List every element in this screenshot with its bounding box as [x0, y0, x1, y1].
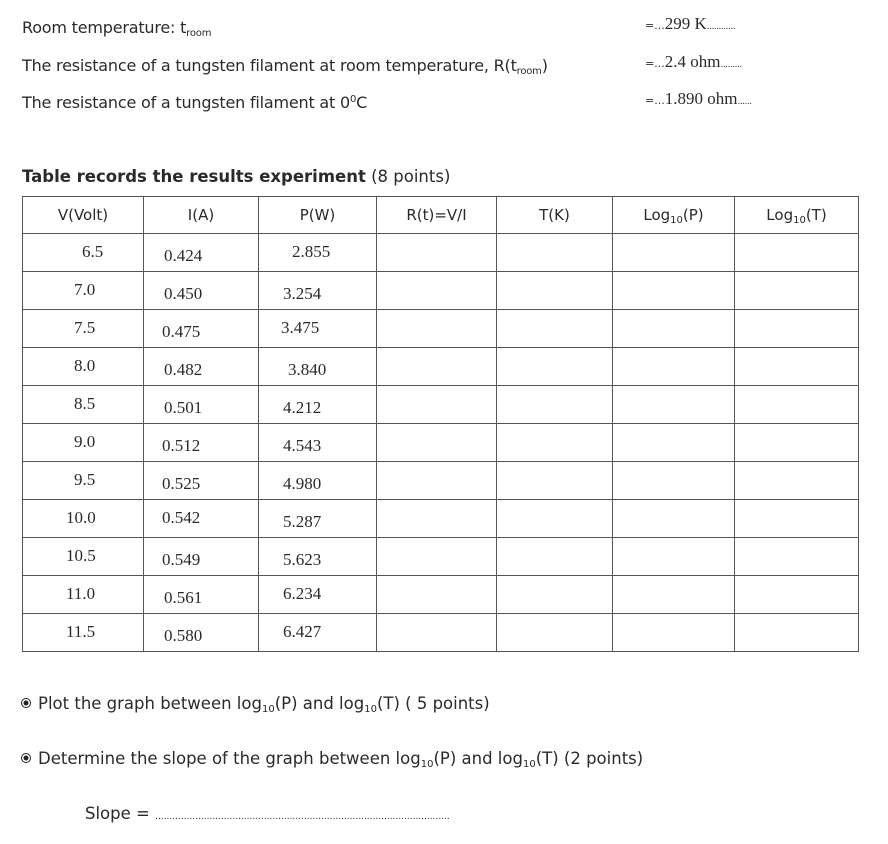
power-cell [259, 386, 377, 424]
table-header-row [23, 197, 859, 234]
log-temperature-cell[interactable] [735, 234, 859, 272]
resistance-cell[interactable] [377, 348, 497, 386]
current-cell-value: 0.482 [164, 360, 203, 379]
temperature-cell[interactable] [497, 462, 613, 500]
voltage-cell-value: 7.0 [74, 280, 96, 299]
current-cell [144, 310, 259, 348]
current-cell [144, 538, 259, 576]
current-cell-value: 0.561 [164, 588, 203, 607]
table-row [23, 234, 859, 272]
table-row [23, 424, 859, 462]
temperature-cell[interactable] [497, 500, 613, 538]
voltage-cell [23, 272, 144, 310]
voltage-cell-value: 9.5 [74, 470, 96, 489]
power-cell-value: 6.234 [283, 584, 322, 603]
log-power-cell[interactable] [613, 386, 735, 424]
slope-answer-line [85, 804, 450, 823]
table-row [23, 614, 859, 652]
voltage-cell [23, 576, 144, 614]
header-power: P(W) [259, 197, 377, 234]
current-cell-value: 0.512 [162, 436, 201, 455]
log-temperature-cell[interactable] [735, 310, 859, 348]
voltage-cell-value: 7.5 [74, 318, 96, 337]
current-cell [144, 348, 259, 386]
voltage-cell [23, 348, 144, 386]
header-log-power: Log$_{10}$(P) [613, 197, 735, 234]
power-cell [259, 538, 377, 576]
log-power-cell[interactable] [613, 234, 735, 272]
voltage-cell [23, 424, 144, 462]
log-temperature-cell[interactable] [735, 614, 859, 652]
resistance-cell[interactable] [377, 614, 497, 652]
table-row [23, 272, 859, 310]
current-cell-value: 0.450 [164, 284, 203, 303]
resistance-cell[interactable] [377, 272, 497, 310]
log-temperature-cell[interactable] [735, 272, 859, 310]
log-temperature-cell[interactable] [735, 576, 859, 614]
temperature-cell[interactable] [497, 424, 613, 462]
header-log-temperature: Log$_{10}$(T) [735, 197, 859, 234]
power-cell-value: 4.543 [283, 436, 322, 455]
resistance-cell[interactable] [377, 386, 497, 424]
resistance-cell[interactable] [377, 538, 497, 576]
log-power-cell[interactable] [613, 538, 735, 576]
zero-resistance-value: =...1.890 ohm...... [645, 89, 752, 108]
voltage-cell [23, 234, 144, 272]
power-cell-value: 5.287 [283, 512, 322, 531]
zero-resistance-label: The resistance of a tungsten filament at $0^0C$ [22, 93, 368, 112]
room-temperature-label: Room temperature: $t_{room}$ [22, 18, 212, 39]
slope-task: Determine the slope of the graph between $\log_{10}(P)$ and $\log_{10}(T)$ (2 points) [22, 749, 643, 768]
log-temperature-cell[interactable] [735, 462, 859, 500]
voltage-cell-value: 10.0 [66, 508, 96, 527]
log-power-cell[interactable] [613, 424, 735, 462]
voltage-cell [23, 538, 144, 576]
results-table [22, 196, 859, 652]
voltage-cell [23, 310, 144, 348]
voltage-cell-value: 8.5 [74, 394, 96, 413]
voltage-cell-value: 8.0 [74, 356, 96, 375]
log-temperature-cell[interactable] [735, 424, 859, 462]
voltage-cell [23, 386, 144, 424]
resistance-cell[interactable] [377, 576, 497, 614]
header-current: I(A) [144, 197, 259, 234]
power-cell [259, 462, 377, 500]
log-power-cell[interactable] [613, 462, 735, 500]
slope-label: Slope = [85, 804, 150, 823]
log-power-cell[interactable] [613, 310, 735, 348]
voltage-cell [23, 462, 144, 500]
log-temperature-cell[interactable] [735, 538, 859, 576]
power-cell [259, 614, 377, 652]
voltage-cell-value: 9.0 [74, 432, 96, 451]
resistance-cell[interactable] [377, 310, 497, 348]
log-temperature-cell[interactable] [735, 348, 859, 386]
temperature-cell[interactable] [497, 386, 613, 424]
current-cell [144, 462, 259, 500]
plot-task: Plot the graph between $\log_{10}(P)$ and $\log_{10}(T)$ ( 5 points) [22, 694, 490, 713]
resistance-cell[interactable] [377, 500, 497, 538]
power-cell [259, 576, 377, 614]
resistance-cell[interactable] [377, 234, 497, 272]
temperature-cell[interactable] [497, 538, 613, 576]
power-cell [259, 310, 377, 348]
table-row [23, 310, 859, 348]
current-cell-value: 0.475 [162, 322, 201, 341]
current-cell [144, 272, 259, 310]
log-power-cell[interactable] [613, 576, 735, 614]
power-cell [259, 348, 377, 386]
current-cell-value: 0.542 [162, 508, 201, 527]
current-cell [144, 424, 259, 462]
power-cell [259, 234, 377, 272]
voltage-cell-value: 11.5 [66, 622, 96, 641]
temperature-cell[interactable] [497, 272, 613, 310]
power-cell-value: 5.623 [283, 550, 322, 569]
table-row [23, 462, 859, 500]
voltage-cell-value: 6.5 [82, 242, 104, 261]
temperature-cell[interactable] [497, 234, 613, 272]
power-cell-value: 4.980 [283, 474, 322, 493]
power-cell [259, 272, 377, 310]
log-power-cell[interactable] [613, 500, 735, 538]
log-power-cell[interactable] [613, 348, 735, 386]
temperature-cell[interactable] [497, 348, 613, 386]
temperature-cell[interactable] [497, 576, 613, 614]
room-resistance-value: =...2.4 ohm......... [645, 52, 742, 71]
room-temperature-value: =...299 K............ [645, 14, 736, 33]
table-row [23, 538, 859, 576]
current-cell [144, 614, 259, 652]
power-cell-value: 2.855 [292, 242, 331, 261]
log-power-cell[interactable] [613, 614, 735, 652]
slope-blank[interactable]: ....................................................................................................... [155, 812, 450, 822]
current-cell [144, 386, 259, 424]
table-caption: Table records the results experiment (8 points) [22, 167, 451, 186]
power-cell-value: 3.254 [283, 284, 322, 303]
resistance-cell[interactable] [377, 462, 497, 500]
temperature-cell[interactable] [497, 614, 613, 652]
room-resistance-label: The resistance of a tungsten filament at room temperature, $R(t_{room})$ [22, 56, 548, 77]
current-cell-value: 0.424 [164, 246, 203, 265]
voltage-cell-value: 11.0 [66, 584, 96, 603]
current-cell-value: 0.525 [162, 474, 201, 493]
table-row [23, 500, 859, 538]
table-row [23, 348, 859, 386]
power-cell-value: 3.840 [288, 360, 327, 379]
power-cell-value: 6.427 [283, 622, 322, 641]
bullet-icon [22, 754, 30, 762]
current-cell [144, 500, 259, 538]
current-cell-value: 0.580 [164, 626, 203, 645]
log-temperature-cell[interactable] [735, 386, 859, 424]
bullet-icon [22, 699, 30, 707]
current-cell-value: 0.549 [162, 550, 201, 569]
current-cell [144, 576, 259, 614]
voltage-cell-value: 10.5 [66, 546, 96, 565]
voltage-cell [23, 500, 144, 538]
power-cell [259, 424, 377, 462]
log-temperature-cell[interactable] [735, 500, 859, 538]
header-temperature: T(K) [497, 197, 613, 234]
table-row [23, 386, 859, 424]
table-row [23, 576, 859, 614]
current-cell-value: 0.501 [164, 398, 203, 417]
power-cell-value: 4.212 [283, 398, 322, 417]
current-cell [144, 234, 259, 272]
temperature-cell[interactable] [497, 310, 613, 348]
resistance-cell[interactable] [377, 424, 497, 462]
header-resistance: R(t)=V/I [377, 197, 497, 234]
power-cell [259, 500, 377, 538]
header-voltage: V(Volt) [23, 197, 144, 234]
log-power-cell[interactable] [613, 272, 735, 310]
power-cell-value: 3.475 [281, 318, 320, 337]
voltage-cell [23, 614, 144, 652]
